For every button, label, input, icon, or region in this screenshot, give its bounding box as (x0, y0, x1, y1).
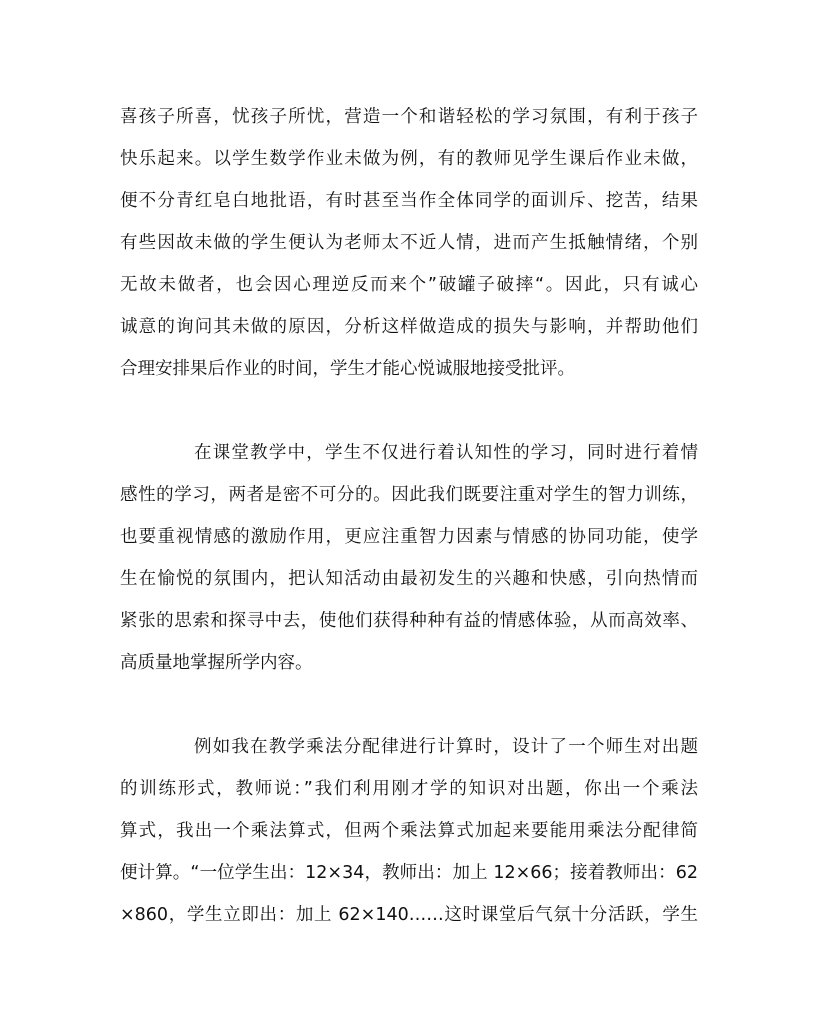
paragraph-3-line-4: 便计算。“一位学生出：12×34，教师出：加上 12×66；接着教师出：62 (120, 863, 698, 883)
paragraph-1-line-4: 有些因故未做的学生便认为老师太不近人情，进而产生抵触情绪，个别 (120, 233, 698, 253)
paragraph-3-line-1: 例如我在教学乘法分配律进行计算时，设计了一个师生对出题 (194, 737, 698, 757)
paragraph-2-line-6: 高质量地掌握所学内容。 (120, 653, 313, 673)
paragraph-2-line-4: 生在愉悦的氛围内，把认知活动由最初发生的兴趣和快感，引向热情而 (120, 569, 698, 589)
paragraph-1-line-3: 便不分青红皂白地批语，有时甚至当作全体同学的面训斥、挖苦，结果 (120, 191, 698, 211)
paragraph-1-line-2: 快乐起来。以学生数学作业未做为例，有的教师见学生课后作业未做， (120, 149, 698, 169)
paragraph-3-line-5: ×860，学生立即出：加上 62×140……这时课堂后气氛十分活跃，学生 (120, 905, 698, 925)
paragraph-1-line-1: 喜孩子所喜，忧孩子所忧，营造一个和谐轻松的学习氛围，有利于孩子 (120, 107, 698, 127)
paragraph-1-line-5: 无故未做者，也会因心理逆反而来个”破罐子破摔“。因此，只有诚心 (120, 275, 698, 295)
paragraph-2-line-5: 紧张的思索和探寻中去，使他们获得种种有益的情感体验，从而高效率、 (120, 611, 698, 631)
paragraph-2-line-2: 感性的学习，两者是密不可分的。因此我们既要注重对学生的智力训练， (120, 485, 698, 505)
paragraph-3-line-3: 算式，我出一个乘法算式，但两个乘法算式加起来要能用乘法分配律简 (120, 821, 698, 841)
paragraph-1-line-7: 合理安排果后作业的时间，学生才能心悦诚服地接受批评。 (120, 359, 575, 379)
paragraph-3-line-2: 的训练形式，教师说：”我们利用刚才学的知识对出题，你出一个乘法 (120, 779, 698, 799)
paragraph-2-line-1: 在课堂教学中，学生不仅进行着认知性的学习，同时进行着情 (194, 443, 698, 463)
paragraph-1-line-6: 诚意的询问其未做的原因，分析这样做造成的损失与影响，并帮助他们 (120, 317, 698, 337)
paragraph-2-line-3: 也要重视情感的激励作用，更应注重智力因素与情感的协同功能，使学 (120, 527, 698, 547)
